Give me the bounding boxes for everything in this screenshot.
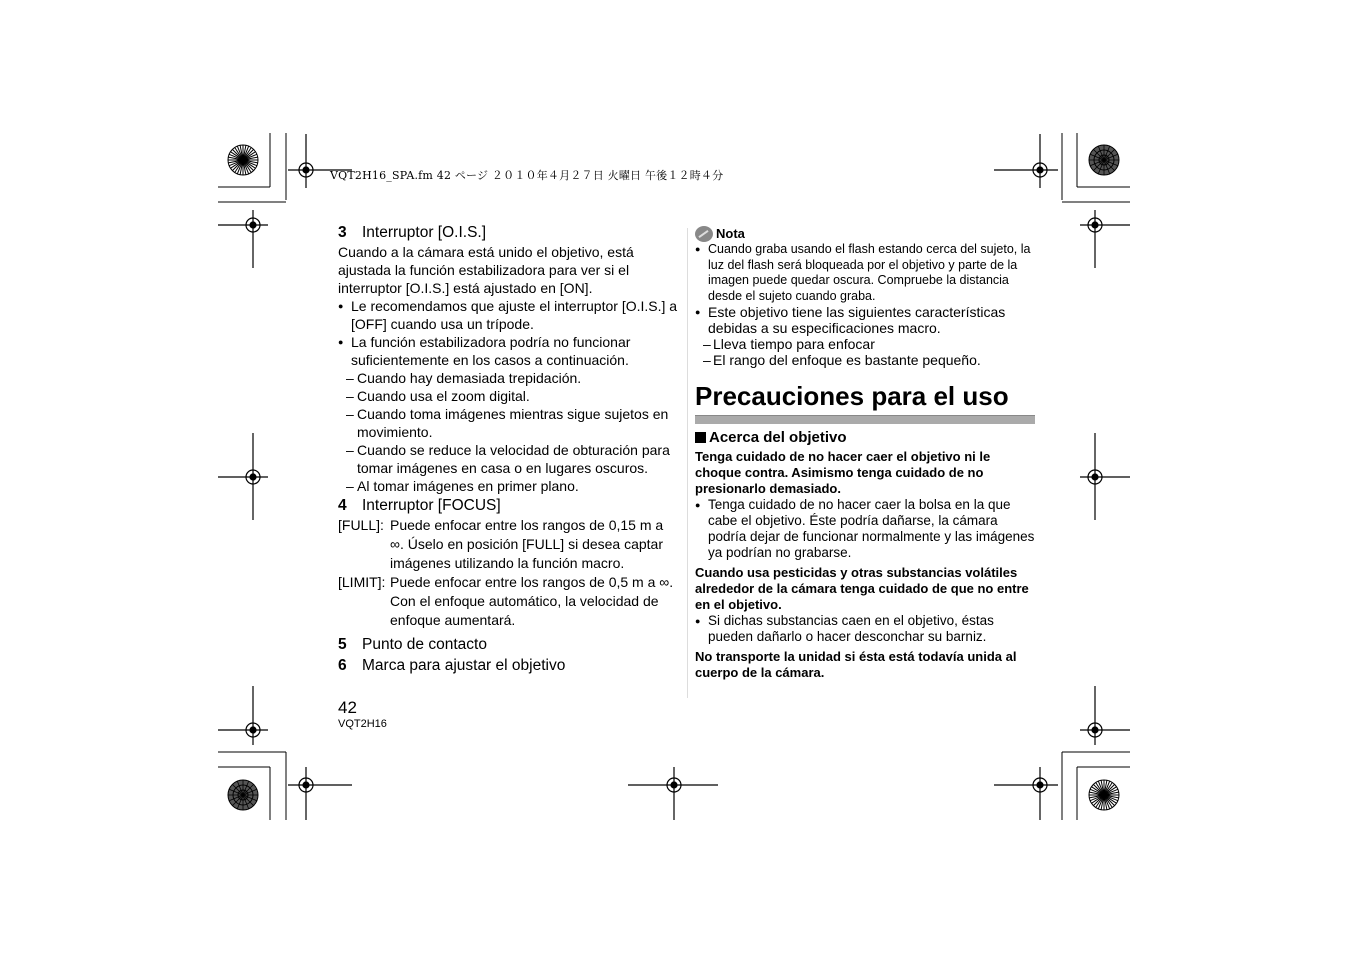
list-item: ● Le recomendamos que ajuste el interruptor [O.I.S.] a [OFF] cuando usa un trípode. <box>338 297 678 333</box>
list-item: – Lleva tiempo para enfocar <box>695 336 1035 352</box>
list-item: – Al tomar imágenes en primer plano. <box>338 477 678 495</box>
warning-text: No transporte la unidad si ésta está todavía unida al cuerpo de la cámara. <box>695 649 1017 680</box>
warning-text: Cuando usa pesticidas y otras substancias volátiles alrededor de la cámara tenga cuidado de que no entre en el objetivo. <box>695 565 1029 612</box>
note-icon <box>695 226 713 242</box>
list-item: – Cuando usa el zoom digital. <box>338 387 678 405</box>
list-item: ● Tenga cuidado de no hacer caer la bolsa en la que cabe el objetivo. Éste podría dañarse, la cámara podría dejar de funcionar normalmente y las imágenes ya podrían no grabarse. <box>695 497 1035 561</box>
nota-heading: Nota <box>695 226 1035 242</box>
section-title: Precauciones para el uso <box>695 381 1009 411</box>
focus-definitions <box>338 516 678 630</box>
left-column <box>338 222 678 676</box>
item-3-text: Cuando a la cámara está unido el objetivo, está ajustada la función estabilizadora para ver si el interruptor [O.I.S.] está ajustado en [ON]. <box>338 244 634 296</box>
item-5-heading: 5 Punto de contacto <box>338 636 487 653</box>
limit-definition: [LIMIT]: Puede enfocar entre los rangos de 0,5 m a ∞. Con el enfoque automático, la velocidad de enfoque aumentará. <box>338 574 674 628</box>
list-item: ● Este objetivo tiene las siguientes características debidas a su especificaciones macro. <box>695 304 1035 336</box>
full-definition: [FULL]: Puede enfocar entre los rangos de 0,15 m a ∞. Úselo en posición [FULL] si desea captar imágenes utilizando la función macro. <box>338 517 664 571</box>
subsection-heading: Acerca del objetivo <box>695 430 1035 446</box>
list-item: – Cuando se reduce la velocidad de obturación para tomar imágenes en casa o en lugares oscuros. <box>338 441 678 477</box>
list-item: – Cuando hay demasiada trepidación. <box>338 369 678 387</box>
list-item: ● Cuando graba usando el flash estando cerca del sujeto, la luz del flash será bloqueada por el objetivo y parte de la imagen puede quedar oscura. Compruebe la distancia desde el sujeto cuando graba. <box>695 242 1035 304</box>
item-6-heading: 6 Marca para ajustar el objetivo <box>338 657 566 674</box>
list-item: – Cuando toma imágenes mientras sigue sujetos en movimiento. <box>338 405 678 441</box>
list-item: – El rango del enfoque es bastante pequeño. <box>695 352 1035 368</box>
warning-text: Tenga cuidado de no hacer caer el objetivo ni le choque contra. Asimismo tenga cuidado de no presionarlo demasiado. <box>695 449 991 496</box>
print-header: VQT2H16_SPA.fm 42 ページ ２０１０年４月２７日 火曜日 午後１２時４分 <box>330 169 724 182</box>
model-code: VQT2H16 <box>338 718 387 730</box>
list-item: ● La función estabilizadora podría no funcionar suficientemente en los casos a continuación. <box>338 333 678 369</box>
square-bullet-icon <box>695 432 706 443</box>
list-item: ● Si dichas substancias caen en el objetivo, éstas pueden dañarlo o hacer desconchar su barniz. <box>695 613 1035 645</box>
page-number: 42 <box>338 698 357 717</box>
item-4-heading: 4 Interruptor [FOCUS] <box>338 497 501 514</box>
title-underline <box>695 415 1035 424</box>
right-column <box>695 226 1035 681</box>
item-3-heading: 3 Interruptor [O.I.S.] <box>338 224 487 241</box>
column-divider <box>687 228 688 698</box>
